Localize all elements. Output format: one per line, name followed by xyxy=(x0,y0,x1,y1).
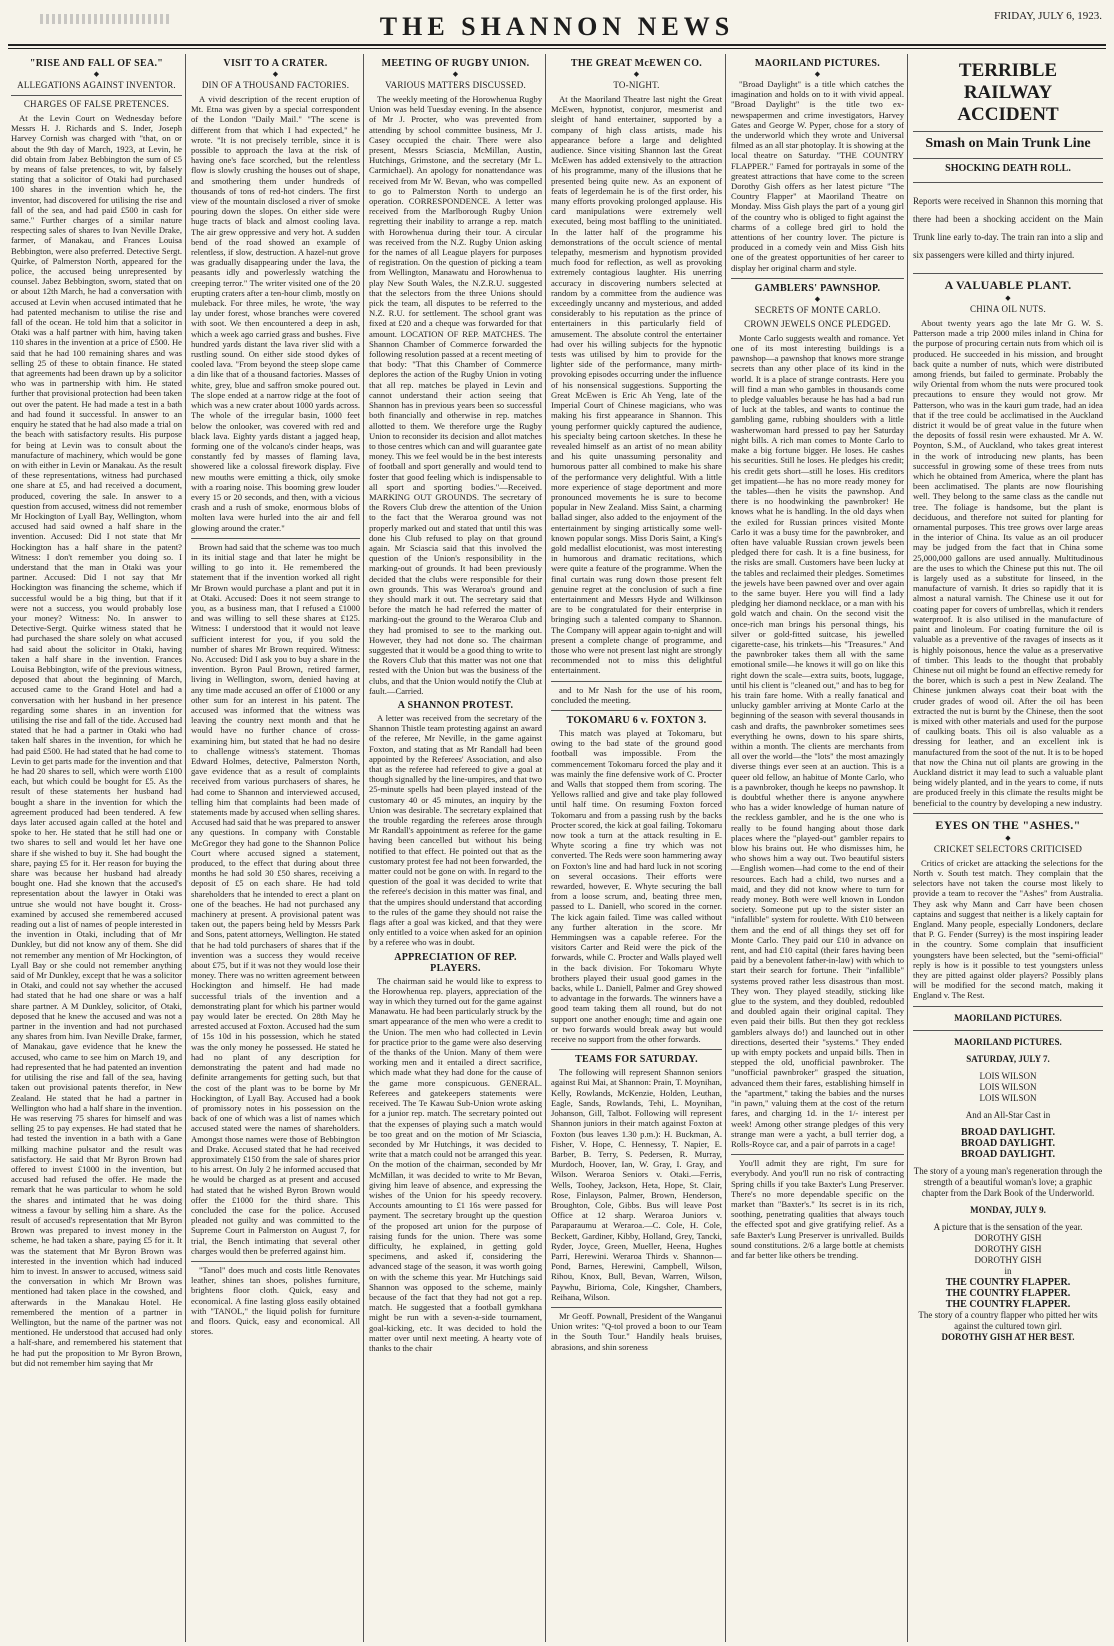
divider-ornament: ◆ xyxy=(814,294,821,303)
ad-film-title: BROAD DAYLIGHT. xyxy=(961,1137,1055,1149)
article-subheadline: SECRETS OF MONTE CARLO. xyxy=(754,304,881,315)
advertisement-text: Mr Geoff. Pownall, President of the Wanganui Union writes: "Q-tol proved a boon to our Team in the South Tour." Handily heals bruises, abrasions, and shin soreness xyxy=(551,1310,722,1352)
article-body: About twenty years ago the late Mr G. W. S. Patterson made a trip 2000 miles inland in China for the purpose of procuring certain nuts from which oil is produced. He succeeded in his mission, and brought back quite a number of nuts, which were distributed among friends, but failed to germinate. Probably the wily Oriental from whom the nuts were procured took precautions to ensure they would not grow. Mr Patterson, who was in the kauri gum trade, had an idea that if the tree could be acclimatised in the Auckland district it would be of great value in the future when the deposits of fossil resin were exhausted. Mr A. W. Poynton, S.M., of Auckland, who takes great interest in the work of introducing new plants, has been successful in growing some of these trees from nuts which he obtained from America, where the plant has been acclimatised. The plants are now flourishing well. They belong to the same class as the candle nut tree. The foliage is handsome, but the plant is deciduous, and therefore not suited for planting for ornamental purposes. This tree grows over large areas in the interior of China. Its value as an oil producer may be judged from the fact that in China some 25,000,000 gallons are used annually. Multitudinous are the uses to which the Chinese put this nut. The oil is largely used as a substitute for linseed, in the manufacture of varnish. It dries so rapidly that it is almost a natural varnish. The Chinese use it out for coating paper for covers of umbrellas, which it renders waterproof. It is also utilised in the manufacture of paint and linoleum. For coating furniture the oil is valuable as a preventive of the ravages of insects as it is highly poisonous, hence the value as a preservative of timber. This leads to the thought that probably Chinese nut oil might be found an effective remedy for the borer, which is such a pest in New Zealand. The Chinese junkmen always coat their boat with the cruder grades of wood oil. After the oil has been extracted the nut is burnt by the Chinese, then the soot is mixed with other materials and used for the purpose of caulking boats. This oil is also valuable as a dressing for leather, and an excellent ink is manufactured from the soot of the nut. It is to be hoped that now the China nut oil plants are growing in the Auckland district it may lead to such a valuable plant being widely planted, and in the years to come, if nuts are produced freely in this climate the results might be beneficial to the country by developing a new industry. xyxy=(913,318,1103,808)
section-heading: A SHANNON PROTEST. xyxy=(397,699,514,711)
column-4 xyxy=(548,54,726,1642)
ad-line: And an All-Star Cast in xyxy=(965,1109,1051,1120)
article-body: At the Maoriland Theatre last night the Great McEwen, hypnotist, conjuror, mesmerist and sleight of hand entertainer, supported by a company of high class artists, made his appearance before a large and delighted audience. Since visiting Shannon last the Great McEwen has added extensively to the attraction of his programme, many of the illusions that he presented being quite new. As an exponent of feats of legerdemain he is of the first order, his many efforts provoking prolonged applause. His card manipulations were extremely well executed, being most baffling to the uninitiated. In the latter half of the programme his demonstrations of the occult science of mental telepathy, mesmerism and hypnotism provided much food for reflection, as well as provoking extremely contagious laughter. His unerring accuracy in discovering numbers selected at random by a committee from the audience was exceedingly uncanny and mysterious, and added considerably to his reputation as the prince of entertainers in this particularly field of amusement. The absolute control the entertainer had over his willing subjects for the hypnotic tests was utilised by him to provide for the lighter side of the performance, many mirth-provoking episodes occurring under the influence of his nonsensical suggestions. Supporting the Great McEwen is Eric Ah Yeng, late of the Imperial Court of Chinese magicians, who was making his first appearance in Shannon. This young performer quickly captured the audience, his specialty being cartoon sketches. In these he revealed himself as an artist of no mean ability and his quite unassuming personality and humorous patter all combined to make his share of the performance very delightful. With a little more experience of stage deportment and more pronounced movements he is sure to become popular in New Zealand. Miss Saint, a charming ballad singer, also added to the enjoyment of the entertainment by singing artistically some well-known popular songs. Miss Doris Saint, a King's gold medallist elocutionist, was most interesting in humorous and dramatic recitations, which were quite a feature of the programme. When the final curtain was rung down those present felt genuine regret at the conclusion of such a fine entertainment and Messrs Hyde and Wilkinson are to be congratulated for their enterprise in bringing such a talented company to Shannon. The Company will appear again to-night and will present a complete change of programme, and those who were not present last night are strongly recommended not to miss this delightful entertainment. xyxy=(551,94,722,676)
article-subheadline: CHINA OIL NUTS. xyxy=(970,304,1046,314)
article-body: Monte Carlo suggests wealth and romance. Yet one of its most interesting buildings is a pawnshop—a pawnshop that knows more strange secrets than any other place of its kind in the world. It is a place of strange contrasts. Here you will find a man who gambles in thousands come to pledge valuables because he has had a bad run of luck at the tables, and wants to continue the gambling game, rubbing shoulders with a little washerwoman hard pressed to pay her Saturday night bills. A rich man comes to Monte Carlo to make a big fortune bigger. He loses. He cashes his securities. Still he loses. He pledges his credit; his credit gets short—still he loses. His creditors get impatient—he has no more ready money for the tables—then he visits the pawnshop. And there is no hoodwinking the pawnbroker! He knows what he is handling. In the old days when the exiled for Russian princes visited Monte Carlo it was a busy time for the pawnbroker, and often have valuable Russian crown jewels been pledged there for cash. It is a fine business, for the risks are small. Customers have been lucky at the tables and reclaimed their pledges. Sometimes the jewels have been pawned over and over again to the same buyer. Here you will find a lady pledging her diamond necklace, or a man with his gold watch and chain. On the second visit the once-rich man brings his personal things, his silver or gold-fitted suitcase, his jewelled cigarette-case, his trinkets—his "Treasures." And the pawnbroker takes them all with the same emotional smile—he knows it will go on like this right down the scale—extra suits, boots, luggage, until his client is "cleaned out," and has to beg for his train fare home. With a really fanatical and unlucky gambler arriving at Monte Carlo at the beginning of the season with several thousands in cash and drafts, the pawnbroker sometimes sees everything he owns, down to his spare shirts, within a month. The clients are merchants from all over the world—the "lots" the most amazingly diverse things ever seen at an auction. This is a queer old fellow, an habitue of Monte Carlo, who is a pawnbroker, though he keeps no pawnshop. It is doubtful whether there is anyone anywhere who has a wider knowledge of human nature of the reckless gambler, and he is the one who is really to be found hanging about those dark places where the "played-out" gambler repairs to blow his brains out. He who dismisses him, he who shows him a way out. Two beautiful sisters—English women—had come to the end of their resources. Each had a child, two nurses and a maid, and they did not know where to turn for ready money. Both were well known in London society. Someone put up to the sister sister an "infallible" system for roulette. With £10 between them and the end of all things they set off for Monte Carlo. They paid our £10 in advance on rent, and had £10 capital (their fares having been paid by a benevolent father-in-law) with which to start their search for fortune. Their "infallible" systems proved rather less disastrous than most. They won. They played steadily, sticking like glue to the system, and they doubled, redoubled and doubled again their original capital. They even paid their bills. But then they got reckless gamblers always do!) and launched out in other directions, deserted their "systems." They ended up with empty pockets and unpaid bills. Then in stepped the old, unofficial pawnbroker. The "unofficial pawnbroker" grasped the situation, advanced them their fares, establishing himself in the "apartment," taking the babies and the nurses "in pawn," valuing them at the cost of the return fares, and charging 1d. in the 1/- interest per week! Among other strange pledges of this very strange man were a yacht, a bull terrier dog, a Rolls-Royce car, and a pair of parrots in a cage! xyxy=(731,332,904,1149)
column-5 xyxy=(728,54,908,1642)
article-body: The chairman said he would like to express to the Horowhenua rep. players, appreciation of the way in which they turned out for the game against Manawatu. He had been particularly struck by the smart appearance of the men who were a credit to the Union. The men who had collected in Levin for practice prior to the game were also deserving of the thanks of the Union. Many of them were working men and it entailed a direct sacrifice, which made what they had done for the cause of the game more conspicuous. GENERAL. Referees and gatekeepers statements were received. The Te Kawau Sub-Union wrote asking for a junior rep. match. The secretary pointed out that the expenses of playing such a match would be too great and on the motion of Mr Sciascia, seconded by Mr Hutchings, it was decided to write that a match could not be arranged this year. On the motion of the chairman, seconded by Mr McMillan, it was decided to write to Mr Bevan, giving him leave of absence, and expressing the wishes of the Union for his speedy recovery. Accounts amounting to £1 16s were passed for payment. The secretary brought up the question of the proposed art union for the purpose of raising funds for the union. There was some difficulty, he explained, in getting gold specimens, and asked if, considering the advanced stage of the season, it was worth going on with the scheme this year. Mr Hutchings said Shannon was opposed to the scheme, mainly because of the fact that they had not got a rep. match. He suggested that a football gymkhana might be run with a seven-a-side tournament, goal-kicking, etc. It was decided to hold the matter over until next meeting. A hearty vote of thanks to the chair xyxy=(369,975,542,1353)
masthead xyxy=(0,0,1114,52)
article-body: A letter was received from the secretary of the Shannon Thistle team protesting against an award of the referee, Mr Neville, in the game against Foxton, and stating that as Mr Randall had been appointed by the Referees' Association, and also that as the referee had refereed to give a goal at though signalled by the line-umpires, and that two 25-minute spells had been played instead of the customary 40 or 45 minutes, an inquiry by the Union was desirable. The secretary explained that the trouble regarding the referees arose through Mr Randall's appointment as referee for the game having been cancelled but without his being notified to that effect. He pointed out that as the customary protest fee had not been forwarded, the matter could not be gone on with. In regard to the question of the goal it was decided to write that the referee's decision in this matter was final, and that the umpires should understand that according to the rules of the game they should not raise the flags after a goal was kicked, and that they were only entitled to a voice when asked for an opinion by a referee who was in doubt. xyxy=(369,712,542,948)
ad-star: DOROTHY GISH xyxy=(974,1243,1042,1254)
divider xyxy=(913,1006,1103,1007)
section-heading: APPRECIATION OF REP. PLAYERS. xyxy=(394,951,517,974)
article-headline: MEETING OF RUGBY UNION. xyxy=(381,58,530,69)
article-subheadline: CHARGES OF FALSE PRETENCES. xyxy=(23,99,170,109)
masthead-rule-thin xyxy=(8,48,1106,49)
divider xyxy=(191,538,360,539)
ad-date: MONDAY, JULY 9. xyxy=(970,1204,1046,1215)
divider-ornament: ◆ xyxy=(1005,294,1011,302)
subheadline-main-trunk: Smash on Main Trunk Line xyxy=(925,136,1091,151)
article-body: At the Levin Court on Wednesday before Messrs H. J. Richards and S. Inder, Joseph Harvey Cornish was charged with "that, on or about the 9th day of March, 1923, at Levin, he did obtain from Jabez Bebbington the sum of £5 by means of false pretences, to wit, by falsely stating that a solicitor of Otaki had purchased 100 shares in the invention which he, the inventor, had discovered for utilising the rise and fall of the sea, and had paid £500 in cash for same." Further charges of a similar nature respecting sales of shares to Ivan Neville Drake, farmer, of Manakau, and Frances Louisa Bebbington, were also preferred. Detective Sergt. Quirke, of Palmerston North, appeared for the police, the accused being unrepresented by counsel. Jabez Bebbington, sworn, stated that on or about 12th March, he had a conversation with accused at Levin when accused intimated that he had patented mechanism to utilise the rise and fall of the ocean. He told him that a solicitor in Otaki was a half partner with him, having taken 110 shares in the invention at a price of £500. He said that he had 100 remaining shares and was selling 25 of these to obtain finance. He stated that agreements had been drawn up by a solicitor who was in partnership with him. He stated further that provisional protection had been taken out over the patent. He had made a test in a bath and had found it successful. In answer to an enquiry he stated that he had also made a trial on the beach with satisfactory results. His purpose for being at Levin was to consult about the manufacture of machinery, which would be gone on with either in Levin or Manakau. As the result of these representations, witness had purchased one share at £5, and had received a document, produced, covering the sale. In answer to a question from accused, witness did not remember Mr Hockington of Lyall Bay, Wellington, whom accused had said owned a half share in the invention. Accused: Did I not state that Mr Hockington has a half share in the patent? Witness: I don't remember you doing so. I understand that the man in Otaki was your partner. Accused: Did I not say that Mr Hockington was financing the scheme, which if successful would be a big thing, but that if it were not a success, you would probably lose your money? Witness: No. In answer to Detective-Sergt. Quirke witness stated that he had purchased the share solely on what accused had said about the solicitor in Otaki, having taken a half share in the invention. Frances Louisa Bebbington, wife of the previous witness, deposed that about the beginning of March, accused came to the Grand Hotel and had a conversation with her husband in her presence regarding some shares in an invention for utilising the rise and fall of the tide. Accused had stated that he had a partner in Otaki who had taken half shares in the invention, for which he had paid £500. He had stated that he had come to Levin to get parts made for the invention and that he had 20 shares to sell, which were worth £100 each, but which could be bought for £5. As the result of these statements her husband had bought a share in the invention for which the agreement produced had been tendered. A few days later accused again called at the hotel and spoke to her. He stated that he still had one or two shares to sell and would let her have one share if she wished to buy it. She had bought the share, paying £5 for it. Her reason for buying the share was because her husband had already bought one. Had she known that the accused's representation about the lawyer in Otaki was untrue she would not have bought it. Cross-examined by accused she remembered accused reading out a list of names of people interested in the invention in Otaki, including that of Mr Dunkley, but did not know any of them. She did not remember any mention of Mr Hockington, of Lyall Bay or she could not remember anything said of Mr Dunkley, except that he was a solicitor in Otaki, and could not say whether the accused had stated that he had one share or was a half share partner. A M Dunkley, solicitor, of Otaki, deposed that he knew the accused and was not a partner in the invention and had not purchased any shares from him. Ivan Neville Drake, farmer, of Manakau, gave evidence that he knew the accused, who came to see him on March 19, and had represented that he had patented an invention for utilising the rise and fall of the sea, having taken out provisional patents therefor, in New Zealand. He stated that he had a partner in Wellington who had a half share in the invention. He was reserving 75 shares for himself and was selling 25 to pay expenses. He had stated that he had tested the invention in a bath with a Gane milking machine pulsator and the result was satisfactory. He said that Mr Byron Brown had offered to invest £1000 in the invention, but accused had refused the offer. He made the remark that he was particular to whom he sold the shares and intimated that he was doing witness a favour by selling him a share. As the result of accused's representation that Mr Byron Brown was prepared to invest money in the scheme, he had taken a share, paying £5 for it. It was the statement that Mr Byron Brown was interested in the invention which had induced him to invest. In answer to accused, witness said the conversation in which Mr Brown was mentioned had taken place in the cowshed, and afterwards in the Manakau Hotel. He remembered the mention of a partner in Wellington, but the name of the partner was not mentioned. He understood that accused had only a half-share, and remembered his statement that he had put the proposition to Mr Byron Brown, but did not remember him saying that Mr xyxy=(11,113,182,1368)
article-body: Critics of cricket are attacking the selections for the North v. South test match. They complain that the selectors have not taken the course most likely to provide a team to recover the "Ashes" from Australia. They ask why Mann and Carr have been chosen captains and suggest that neither is a likely captain for England. Many people, especially Londoners, declare that P. G. Fender (Surrey) is the most inspiring leader in the country. Some complain that insufficient youngsters have been selected, but the "semi-official" reply is how is it possible to test youngsters unless they are pitted against older players? Possibly plans will be modified for the second match, making it England v. The Rest. xyxy=(913,857,1103,1001)
ad-star: LOIS WILSON xyxy=(979,1081,1037,1092)
column-6 xyxy=(910,54,1106,1642)
article-body: A vivid description of the recent eruption of Mt. Etna was given by a special correspondent of the London "Daily Mail." "The scene is different from that which I had expected," he wrote. "It is not precisely terrible, since it is possible to approach the lava at the risk of having one's face scorched, but the relentless flow is slowly crushing the houses out of shape, and smothering them under hundreds of thousands of tons of red-hot cinders. The first view of the mountain disclosed a river of smoke pouring down the slopes. On either side were huge tracts of black and almost cooling lava. The air grew oppressive and very hot. A sudden bend of the road showed an example of relentless, if slow, destruction. A hazel-nut grove was gradually disappearing under the lava, the peasants idly and powerlessly watching the creeping terror." The writer visited one of the 20 erupting craters after a ten-hour climb, mostly on muleback. For three miles, he wrote, 'the way lay under forest, whose branches were covered with soot. We then encountered a deep in ash, which a week ago carried grass and bushes. Five hundred yards distant the lava river slid with a rustling sound. On either side stood dykes of cooled lava. "From beyond the steep slope came a din like that of a thousand factories. Masses of white, grey, blue and saffron smoke poured out. The slope ended at a narrow ridge at the foot of which was a new crater about 1000 yards across. The whole of the irregular basin, 1000 feet below the onlooker, was covered with red and black lava. Eighty yards distant a jagged heap, forming one of the volcano's cinder heaps, was constantly fed by masses of flaming lava, showered like a colossal firework display. Five new mouths were emitting a thick, oily smoke with a roaring noise. This booming grew louder every 15 or 20 seconds, and then, with a vicious crash and a rush of smoke, enormous blobs of molten lava were hurled into the air and fell glowing around the crater." xyxy=(191,94,360,533)
article-headline: THE GREAT McEWEN CO. xyxy=(570,58,703,69)
divider xyxy=(913,131,1103,132)
ad-film-title: BROAD DAYLIGHT. xyxy=(961,1148,1055,1160)
column-3 xyxy=(366,54,546,1642)
ad-line: in xyxy=(1004,1265,1012,1276)
headline-railway-accident: TERRIBLE RAILWAY ACCIDENT xyxy=(957,60,1059,125)
divider xyxy=(191,1261,360,1262)
advertisement-text: "Tanol" does much and costs little Renovates leather, shines tan shoes, polishes furniture, brightens floor cloth. Quick, easy and economical. A fine lasting gloss easily obtained with "TANOL," the liquid polish for furniture and floors. Quick, easy and economical. All stores. xyxy=(191,1264,360,1337)
masthead-rule xyxy=(8,44,1106,46)
article-body: This match was played at Tokomaru, but owing to the bad state of the ground good football was impossible. From the commencement Tokomaru forced the play and it was mainly the fine defensive work of C. Procter and Walls that stopped them from scoring. The Yellows rallied and give and take play followed until half time. On resuming Foxton forced Tokomaru and from a passing rush by the backs Procter scored, the kick at goal failing. Tokomaru now took a turn at the attack resulting in E. Whyte scoring a fine try which was not converted. The Reds were soon hammering away on Foxton's line and had hard luck in not scoring on several occasions. Their efforts were rewarded, however, E. Whyte securing the ball from a loose scrum, and, beating three men, passed to L. Daniell, who scored in the corner. The kick again failed. Time was called without any further alteration in the score. Mr Hemmingsen was a capable referee. For the visitors Carter and Reid were the pick of the forwards, while C. Procter and Walls played well in the back division. For Tokomaru Whyte brothers played their usual good games in the backs, while L. Daniell, Palmer and Grey showed to advantage in the forwards. The winners have a good team taking them all round, but do not support one another enough; time and again one or two forwards would break away but would receive no support from the other forwards. xyxy=(551,727,722,1045)
ad-date: SATURDAY, JULY 7. xyxy=(966,1053,1050,1064)
divider xyxy=(551,1049,722,1050)
divider xyxy=(913,182,1103,183)
divider xyxy=(913,273,1103,274)
article-body: Reports were received in Shannon this morning that there had been a shocking accident on the Main Trunk line early to-day. The train ran into a slip and six passengers were killed and thirty injured. xyxy=(913,196,1103,260)
column-2 xyxy=(188,54,364,1642)
article-headline: A VALUABLE PLANT. xyxy=(944,278,1072,292)
divider-ornament: ◆ xyxy=(1005,833,1011,842)
article-subheadline: CROWN JEWELS ONCE PLEDGED. xyxy=(744,318,891,329)
newspaper-title: THE SHANNON NEWS xyxy=(379,12,735,41)
divider xyxy=(731,1154,904,1155)
article-headline: MAORILAND PICTURES. xyxy=(754,58,881,69)
ad-film-title: THE COUNTRY FLAPPER. xyxy=(945,1276,1071,1288)
columns xyxy=(8,54,1106,1642)
article-headline: VISIT TO A CRATER. xyxy=(223,58,328,69)
ad-film-title: BROAD DAYLIGHT. xyxy=(961,1126,1055,1138)
issue-date: FRIDAY, JULY 6, 1923. xyxy=(994,10,1102,22)
article-subheadline: TO-NIGHT. xyxy=(613,80,660,90)
divider xyxy=(913,813,1103,814)
divider xyxy=(913,158,1103,159)
divider-ornament: ◆ xyxy=(633,70,640,78)
divider-ornament: ◆ xyxy=(814,70,821,78)
advertisement-text: You'll admit they are right, I'm sure for everybody. And you'll run no risk of contracting Spring chills if you take Baxter's Lung Preserver. There's no more dependable specific on the market than "Baxter's." Its secret is in its rich, soothing, penetrating qualities that always touch the effected spot and give gratifying relief. As a safe Baxter's Lung Preserver is unrivalled. Builds sound constitutions. 2/6 a large bottle at chemists and far better like others be trending. xyxy=(731,1158,904,1260)
divider xyxy=(551,1307,722,1308)
ad-heading: MAORILAND PICTURES. xyxy=(954,1036,1062,1047)
divider xyxy=(731,278,904,279)
article-subheadline: ALLEGATIONS AGAINST INVENTOR. xyxy=(17,80,176,90)
ad-heading: MAORILAND PICTURES. xyxy=(954,1012,1062,1023)
cinema-advertisement xyxy=(913,1013,1103,1343)
divider xyxy=(913,1030,1103,1031)
article-headline: "RISE AND FALL OF SEA." xyxy=(29,58,164,69)
ad-blurb: The story of a young man's regeneration through the strength of a beautiful woman's love; a graphic chapter from the Dark Book of the Underworld. xyxy=(913,1165,1103,1198)
divider xyxy=(551,681,722,682)
article-body: The following will represent Shannon seniors against Rui Mai, at Shannon: Prain, T. Moynihan, Kelly, Rowlands, McKenzie, Holden, Leuthan, Eagle, Sands, Rowlands, Tehi, L. Moynihan, Johanson, Gill, Talbot. Following will represent Shannon juniors in their match against Foxton at Foxton (bus leaves 1.30 p.m.): H. Buckman, A. Fisher, V. Hope, C. Hennessy, T. Napier, E. Barber, B. Terry, S. Pedersen, R. Murray, Murdoch, Hoover, Ian, W. Gray, I. Gray, and Wilson. Weraroa Seniors v. Otaki.—Ferris, Wells, Toohey, Jackson, Heta, Hope, St. Clair, Rose, Finlayson, Palmer, Brown, Henderson, Broughton, Cole, Gibbs. Bus will leave Post Office at 12 sharp. Weraroa Juniors v. Paraparaumu at Weraroa.—C. Cole, H. Cole, Beckett, Gardiner, Kibby, Holland, Grey, Tancki, Ryder, Joyce, Green, Mueller, Heena, Hughes Parri, Herewini. Weraroa Thirds v. Shannon—Pond, Barnes, Herewini, Campbell, Wilson, Rihou, Knox, Bull, Bevan, Warren, Wilson, Paywhu, Birioma, Cole, Kingsher, Chambers, Reihana, Wilson. xyxy=(551,1067,722,1302)
article-body: "Broad Daylight" is a title which catches the imagination and holds on to it with vivid appeal. "Broad Daylight" is the title two ex-newspapermen and crime investigators, Harvey Gates and George W. Pyper, chose for a story of the underworld which they wrote and Universal filmed as an all star photoplay. It is showing at the local theatre on Saturday. "THE COUNTRY FLAPPER." Famed for portrayals in some of the greatest attractions that have come to the screen Dorothy Gish offers as her latest picture "The Country Flapper" at Maoriland Theatre on Monday. Miss Gish plays the part of a young girl of the country who is obliged to fight against the charms of a college bred girl to hold the attentions of her country lover. The picture is produced in a comedy vein and Miss Gish hits one of the greatest opportunities of her career to display her original charm and style. xyxy=(731,79,904,273)
ad-tagline: DOROTHY GISH AT HER BEST. xyxy=(941,1331,1075,1342)
divider-ornament: ◆ xyxy=(272,70,279,78)
ad-star: DOROTHY GISH xyxy=(974,1254,1042,1265)
article-subheadline: DIN OF A THOUSAND FACTORIES. xyxy=(201,80,350,90)
ad-star: LOIS WILSON xyxy=(979,1070,1037,1081)
divider xyxy=(551,710,722,711)
article-body: The weekly meeting of the Horowhenua Rugby Union was held Tuesday evening. In the absence of Mr J. Procter, who was prevented from attending by school committee business, Mr J. Casey occupied the chair. There were also present, Messrs Sciascia, McMillan, Austin, Hutchings, Grimstone, and the secretary (Mr L. Carmichael). An apology for nonattendance was received from Mr W. Bevan, who was compelled to go to Palmerston North to undergo an operation. CORRESPONDENCE. A letter was received from the Marlborough Rugby Union regretting their inability to arrange a rep. match with Horowhenua during their tour. A circular was received from the N.Z. Rugby Union asking for the names of all League players for purposes of registration. On the question of picking a team from Wellington, Manawatu and Horowhenua to play New South Wales, the N.Z.R.U. suggested that the selectors from the three Unions should pick the team, all disputes to be referred to the N.Z. R.U. for settlement. The school grant was fixed at £20 and a cheque was forwarded for that amount. LOCATION OF REP. MATCHES. The Shannon Chamber of Commerce forwarded the following resolution passed at a recent meeting of that body: "That this Chamber of Commerce deplores the action of the Rugby Union in voting that all rep. matches be played in Levin and cannot understand their action seeing that Shannon has in previous years been so successful both financially and otherwise in rep. matches allotted to them. We therefore urge the Rugby Union to reconsider its decision and allot matches to those centres which can and will guarantee gate money. This we feel would be in the best interests of football and sport generally and would tend to foster that good feeling which is indispensable to all sport and sporting bodies."—Received. MARKING OUT GROUNDS. The secretary of the Rovers Club drew the attention of the Union to the fact that the Weraroa ground was not properly marked out and stated that until this was done his Club refused to play on that ground again. Mr Sciascia said that this involved the question of the Union's responsibility in the marking-out of grounds. It had been previously decided that the clubs were responsible for their own grounds. This was Weraroa's ground and they should mark it out. The secretary said that before the match he had referred the matter of marking-out the ground to the Weraroa Club and they had promised to see to the marking out. However, they had not done so. The chairman suggested that it would be a good thing to write to the Rovers Club that this matter was not one that rested with the Union but was the business of the clubs, and that the Union would notify the Club at fault.—Carried. xyxy=(369,94,542,696)
ad-blurb: The story of a country flapper who pitted her wits against the cultured town girl. xyxy=(918,1309,1098,1331)
ad-star: DOROTHY GISH xyxy=(974,1232,1042,1243)
ad-film-title: THE COUNTRY FLAPPER. xyxy=(945,1298,1071,1310)
ad-line: A picture that is the sensation of the year. xyxy=(933,1221,1083,1232)
article-body-continued: Brown had said that the scheme was too much in its initial stage and that later he might be willing to go into it. He remembered the statement that if the invention worked all right Mr Brown would purchase a plant and put it in at Otaki. Accused: Does it not seem strange to you, as a business man, that I refused a £1000 and was willing to sell these shares at £125. Witness: I understood that it would not leave sufficient interest for you, if you sold the number of shares Mr Brown required. Witness: No. Accused: Did I ask you to buy a share in the invention. Byron Paul Brown, retired farmer, living in Wellington, sworn, denied having at any time made accused an offer of £1000 or any other sum for an interest in his patent. The accused was informed that the witness was leaving the country next month and that he would have no further chance of cross-examining him, but stated that he had no desire to challenge witness's statement. Thomas Edward Holmes, detective, Palmerston North, gave evidence that as a result of complaints received from various purchasers of shares, he had come to Shannon and interviewed accused, telling him that complaints had been made of statements made by accused when selling shares. Accused had said that he was prepared to answer any questions. In company with Constable McGregor they had gone to the Shannon Police Court where accused signed a statement, produced, to the effect that during about three months he had sold 30 £50 shares, receiving a deposit of £5 on each share. He had told shareholders that he intended to erect a plant on one of the beaches. He had not purchased any machinery at present. A provisional patent was taken out, the papers being held by Messrs Park and Sons, patent attorneys, Wellington. He stated that he had told purchasers of shares that if the invention was a success they would receive about £75, but if it was not they would lose their money. There was no written agreement between Hockington and himself. He had made successful trials of the invention and a demonstrating plant for which his partner would pay would later be erected. On 28th May he arrested accused at Foxton. Accused had the sum of 15s 10d in his possession, which he stated was the only money he possessed. He stated he had no plant of any description for demonstrating the patent and had made no definite arrangements for getting such, but that the cost of the plant was to be borne by Mr Hockington, of Lyall Bay. Accused had a book of promissory notes in his possession on the back of one of which was a list of names which accused stated were the names of shareholders. Amongst those names were those of Bebbington and Drake. Accused stated that he had received approximately £150 from the sale of shares prior to his arrest. On July 2 he informed accused that he would be charged as at present and accused had stated that he wished Byron Brown would offer the £1000 for the third share. This concluded the case for the police. Accused pleaded not guilty and was committed to the Supreme Court in Palmerston on August 7, for trial, the Bench intimating that several other charges would then be preferred against him. xyxy=(191,541,360,1256)
ad-star: LOIS WILSON xyxy=(979,1092,1037,1103)
column-1 xyxy=(8,54,186,1642)
article-headline: TEAMS FOR SATURDAY. xyxy=(575,1054,698,1066)
divider xyxy=(11,95,182,96)
article-headline: TOKOMARU 6 v. FOXTON 3. xyxy=(566,714,707,726)
subheadline-death-roll: SHOCKING DEATH ROLL. xyxy=(945,163,1071,174)
divider-ornament: ◆ xyxy=(93,70,100,78)
divider-ornament: ◆ xyxy=(452,70,459,78)
article-subheadline: VARIOUS MATTERS DISCUSSED. xyxy=(385,80,526,90)
article-body-continued: and to Mr Nash for the use of his room, concluded the meeting. xyxy=(551,684,722,705)
article-headline: GAMBLERS' PAWNSHOP. xyxy=(754,282,881,294)
ad-film-title: THE COUNTRY FLAPPER. xyxy=(945,1287,1071,1299)
article-headline: EYES ON THE "ASHES." xyxy=(935,817,1081,832)
article-subheadline: CRICKET SELECTORS CRITICISED xyxy=(933,843,1083,854)
